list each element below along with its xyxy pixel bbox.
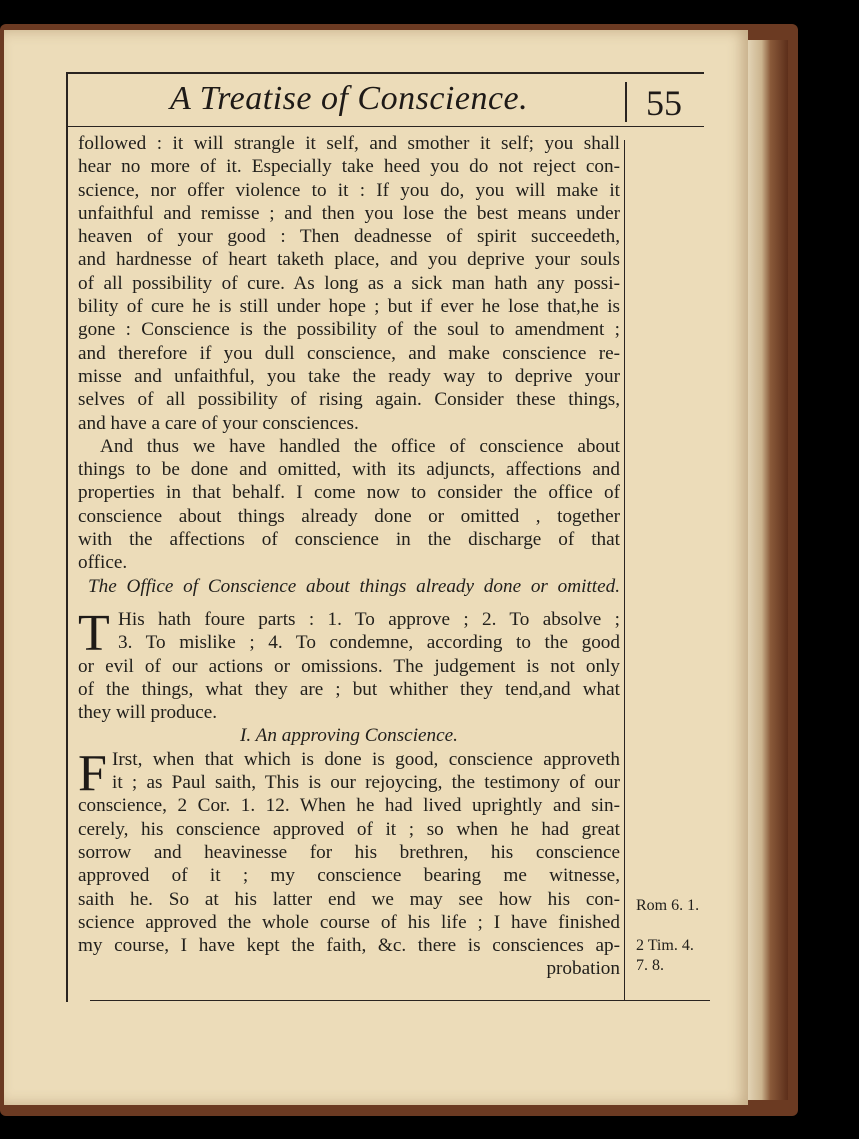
paragraph-approving: [78, 744, 620, 981]
text-line: things to be done and omitted, with its adjuncts, affections and: [78, 459, 620, 481]
text-line: conscience, 2 Cor. 1. 12. When he had lived uprightly and sin-: [78, 795, 620, 817]
text-line: properties in that behalf. I come now to consider the office of: [78, 482, 620, 504]
right-frame-rule: [624, 140, 625, 1000]
header-divider: [625, 82, 627, 122]
text-line: and therefore if you dull conscience, and make conscience re-: [78, 342, 620, 364]
text-line: with the affections of conscience in the discharge of that: [78, 529, 620, 551]
text-line: heaven of your good : Then deadnesse of spirit succeedeth,: [78, 226, 620, 248]
page-number: 55: [646, 83, 682, 123]
margin-note-verse: 7. 8.: [636, 957, 664, 974]
text-line: And thus we have handled the office of conscience about: [100, 435, 620, 457]
text-line: bility of cure he is still under hope ; but if ever he lose that,he is: [78, 296, 620, 318]
text-line: sorrow and heavinesse for his brethren, his conscience: [78, 841, 620, 863]
text-line: office.: [78, 552, 128, 574]
page-edges: [744, 40, 788, 1100]
text-line: science, nor offer violence to it : If you do, you will make it: [78, 179, 620, 201]
header-rule-top: [66, 72, 704, 74]
text-line: science approved the whole course of his life ; I have finished: [78, 911, 620, 933]
body-text: [78, 132, 620, 981]
footer-rule: [90, 1000, 710, 1001]
text-line: and have a care of your consciences.: [78, 412, 359, 434]
text-line: of all possibility of cure. As long as a sick man hath any possi-: [78, 272, 620, 294]
drop-cap-f: F: [78, 744, 107, 802]
text-line: 3. To mislike ; 4. To condemne, according to the good: [118, 632, 620, 654]
drop-cap-t: T: [78, 604, 110, 662]
text-line: my course, I have kept the faith, &c. there is consciences ap-: [78, 935, 620, 957]
margin-note-rom: Rom 6. 1.: [636, 897, 700, 914]
section-heading: The Office of Conscience about things already done or omitted.: [88, 575, 620, 597]
text-line: it ; as Paul saith, This is our rejoycing, the testimony of our: [112, 772, 620, 794]
subsection-heading: I. An approving Conscience.: [240, 725, 458, 747]
paragraph-office: [78, 604, 620, 724]
text-line: unfaithful and remisse ; and then you lose the best means under: [78, 202, 620, 224]
text-line: followed : it will strangle it self, and smother it self; you shall: [78, 133, 620, 154]
running-head: A Treatise of Conscience.: [170, 80, 529, 117]
text-line: cerely, his conscience approved of it ; so when he had great: [78, 818, 620, 840]
text-line: misse and unfaithful, you take the ready way to deprive your: [78, 365, 620, 387]
header-rule-bottom: [66, 126, 704, 127]
text-line: or evil of our actions or omissions. The judgement is not only: [78, 655, 620, 677]
text-line: His hath foure parts : 1. To approve ; 2. To absolve ;: [118, 608, 620, 630]
margin-note-tim: 2 Tim. 4.: [636, 937, 694, 954]
text-line: hear no more of it. Especially take heed you do not reject con-: [78, 156, 620, 178]
text-line: conscience about things already done or omitted , together: [78, 505, 620, 527]
text-line: approved of it ; my conscience bearing me witnesse,: [78, 865, 620, 887]
text-line: of the things, what they are ; but whither they tend,and what: [78, 678, 620, 700]
text-line: selves of all possibility of rising again. Consider these things,: [78, 389, 620, 411]
text-line: gone : Conscience is the possibility of the soul to amendment ;: [78, 319, 620, 341]
text-line: and hardnesse of heart taketh place, and you deprive your souls: [78, 249, 620, 271]
left-frame-rule: [66, 72, 68, 1002]
text-line: Irst, when that which is done is good, conscience approveth: [112, 748, 620, 770]
text-line: they will produce.: [78, 702, 218, 724]
text-line: probation: [546, 958, 620, 980]
text-line: saith he. So at his latter end we may see how his con-: [78, 888, 620, 910]
